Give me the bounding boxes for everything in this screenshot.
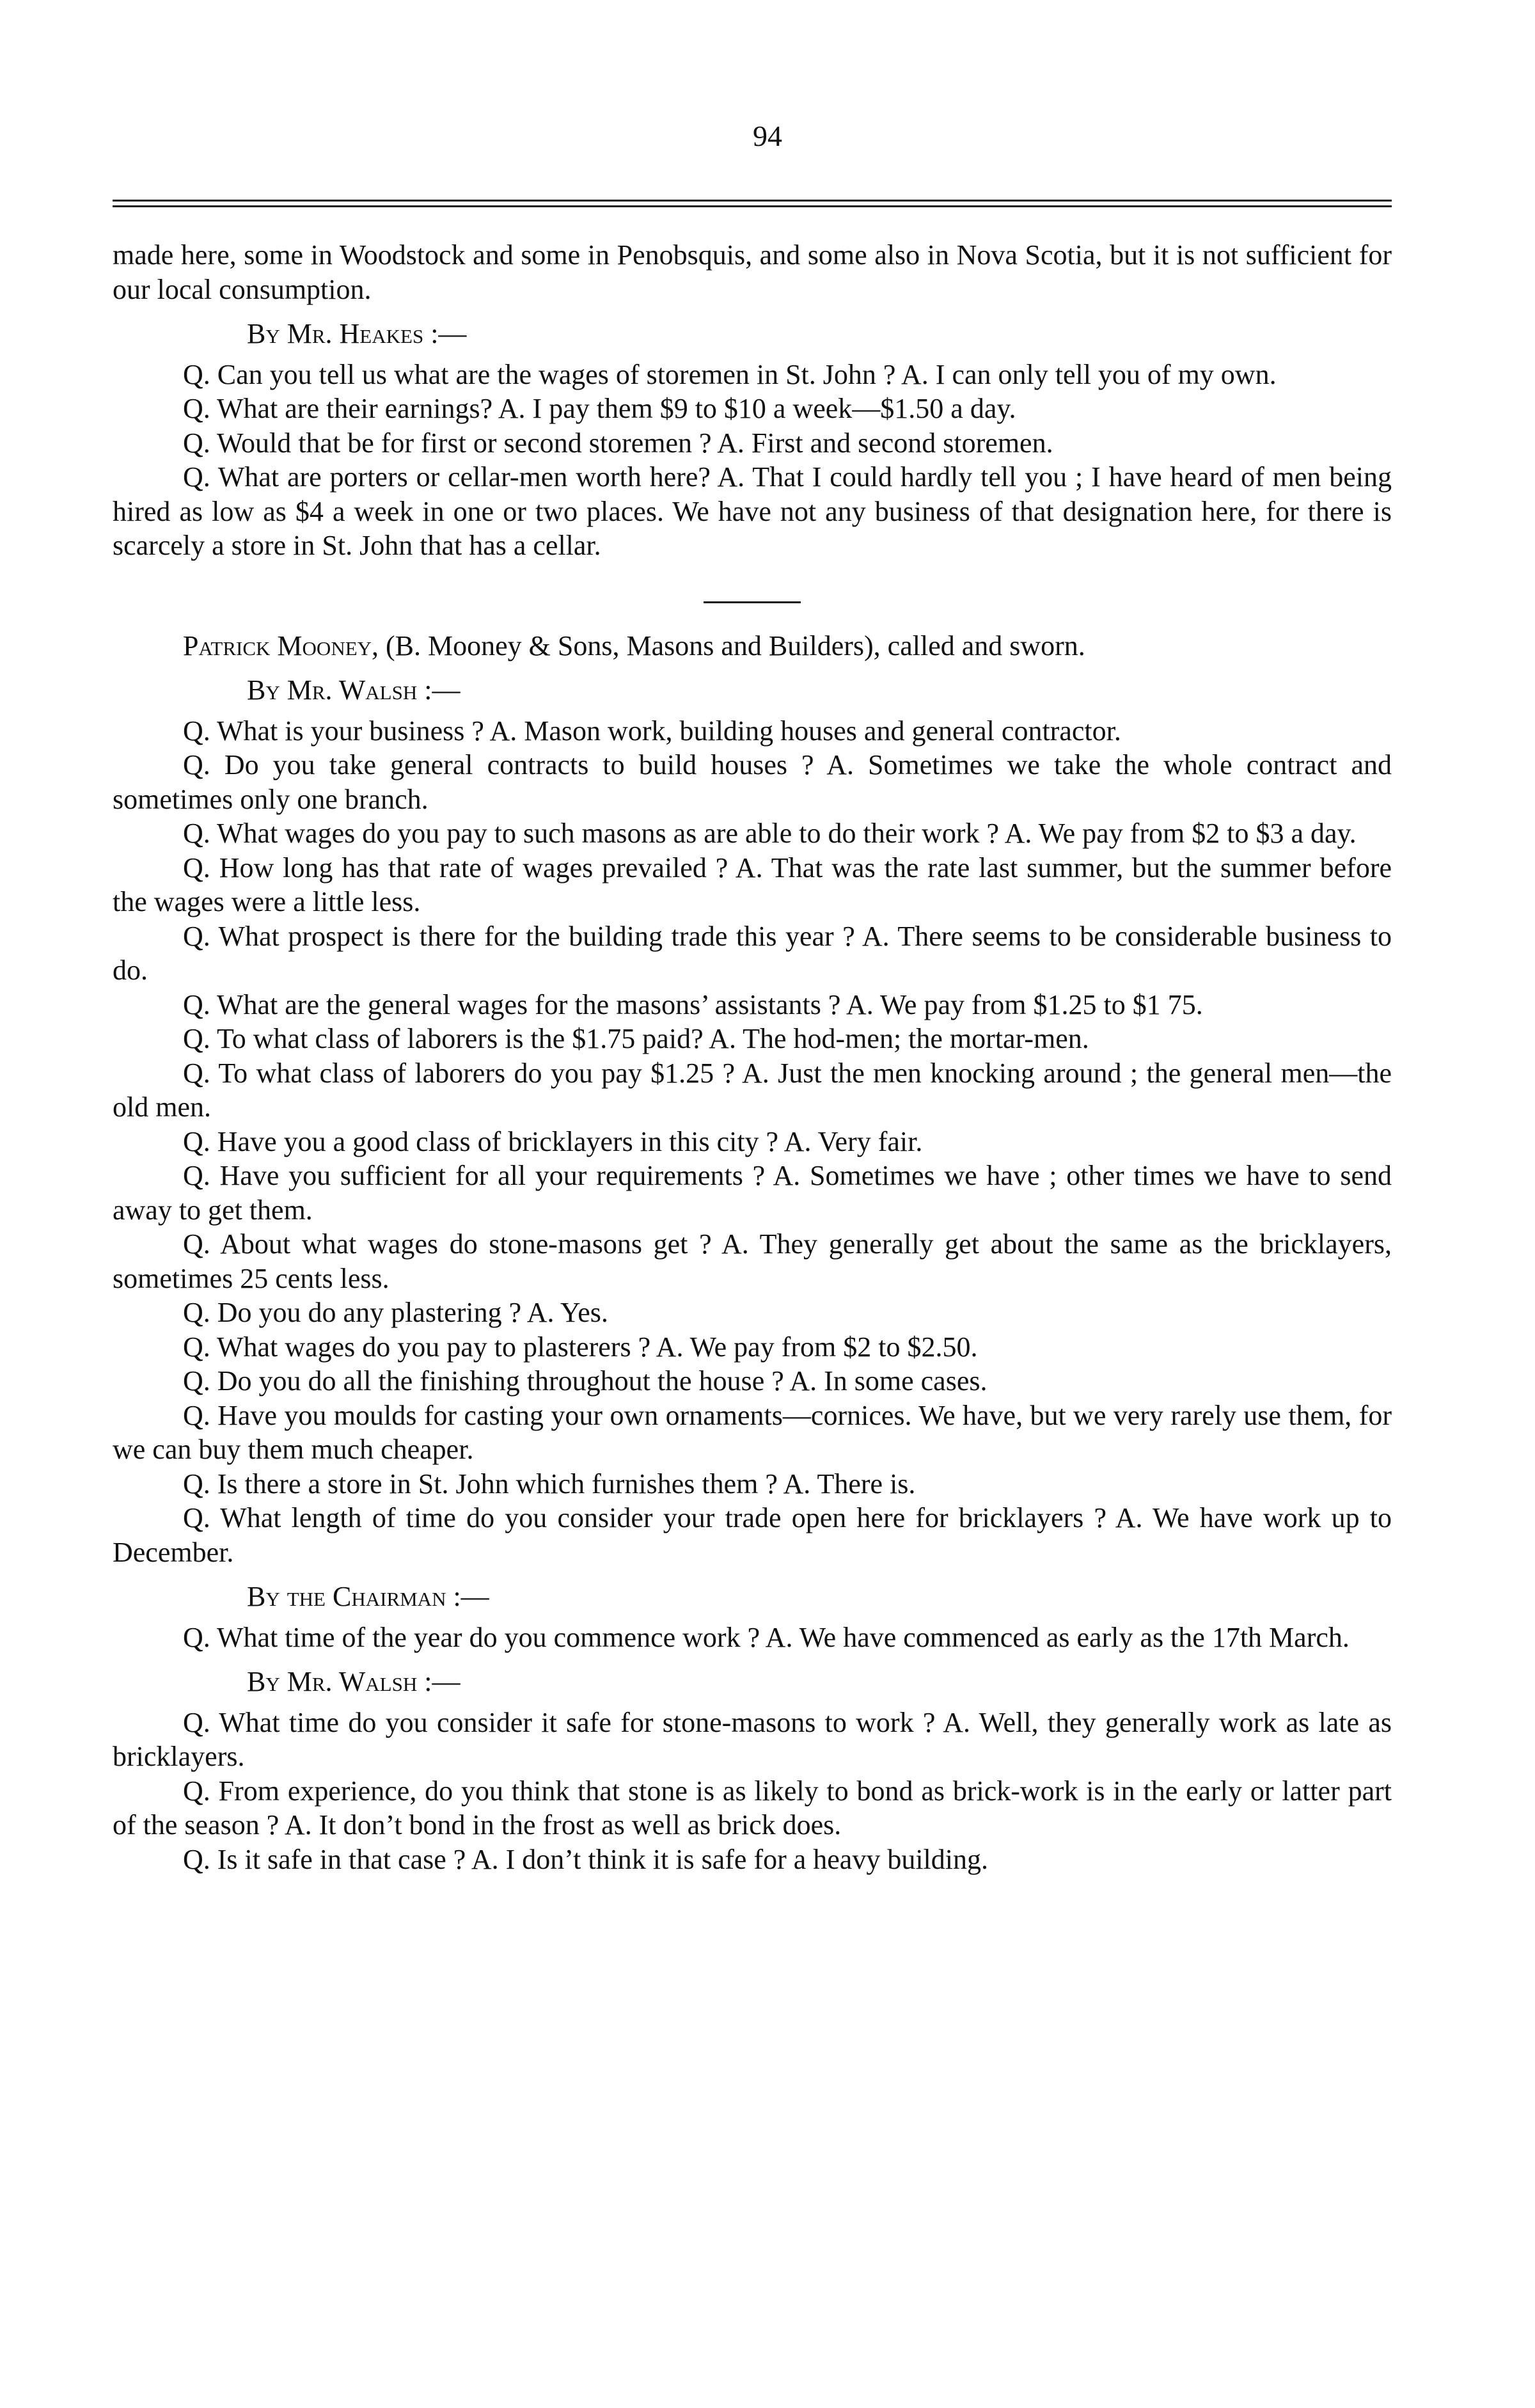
qa-paragraph: Q. What time of the year do you commence work ? A. We have commenced as early as the 17th March. [183,1621,1350,1653]
qa-paragraph: Q. What time do you consider it safe for stone-masons to work ? A. Well, they generally work as late as bricklayers. [113,1706,1392,1772]
qa-paragraph: Q. From experience, do you think that stone is as likely to bond as brick-work is in the early or latter part of the season ? A. It don’t bond in the frost as well as brick does. [113,1775,1392,1841]
qa-paragraph: Q. Do you do all the finishing throughout the house ? A. In some cases. [183,1365,988,1397]
qa-paragraph: Q. What are porters or cellar-men worth here? A. That I could hardly tell you ; I have heard of men being hired as low as $4 a week in one or two places. We have not any business of that designation here, for there is scarcely a store in St. John that has a cellar. [113,461,1392,561]
continuation-paragraph: made here, some in Woodstock and some in Penobsquis, and some also in Nova Scotia, but it is not sufficient for our local consumption. [113,239,1392,305]
qa-paragraph: Q. Can you tell us what are the wages of storemen in St. John ? A. I can only tell you of my own. [183,358,1277,390]
page-number: 94 [753,120,782,152]
document-body [113,238,1392,1876]
qa-paragraph: Q. Do you do any plastering ? A. Yes. [183,1297,608,1328]
qa-paragraph: Q. How long has that rate of wages prevailed ? A. That was the rate last summer, but the summer before the wages were a little less. [113,852,1392,917]
section-divider [704,601,801,603]
witness-name: Patrick Mooney, [183,630,379,661]
speaker-heading-walsh: By Mr. Walsh :— [247,1666,460,1697]
qa-paragraph: Q. What is your business ? A. Mason work, building houses and general contractor. [183,715,1121,747]
header-double-rule [113,200,1392,207]
qa-paragraph: Q. What are the general wages for the masons’ assistants ? A. We pay from $1.25 to $1 75. [183,988,1203,1020]
qa-paragraph: Q. Have you moulds for casting your own ornaments—cornices. We have, but we very rarely use them, for we can buy them much cheaper. [113,1399,1392,1465]
qa-paragraph: Q. To what class of laborers do you pay $1.25 ? A. Just the men knocking around ; the general men—the old men. [113,1057,1392,1123]
qa-paragraph: Q. What length of time do you consider your trade open here for bricklayers ? A. We have work up to December. [113,1502,1392,1568]
speaker-heading-heakes: By Mr. Heakes :— [247,318,467,349]
speaker-heading-walsh: By Mr. Walsh :— [247,674,460,706]
qa-paragraph: Q. Is it safe in that case ? A. I don’t think it is safe for a heavy building. [183,1843,989,1875]
qa-paragraph: Q. What wages do you pay to such masons as are able to do their work ? A. We pay from $2 to $3 a day. [183,818,1357,849]
qa-paragraph: Q. Is there a store in St. John which furnishes them ? A. There is. [183,1468,916,1500]
qa-paragraph: Q. Have you sufficient for all your requirements ? A. Sometimes we have ; other times we have to send away to get them. [113,1160,1392,1226]
witness-heading [113,629,1392,663]
qa-paragraph: Q. What are their earnings? A. I pay them $9 to $10 a week—$1.50 a day. [183,393,1016,424]
qa-paragraph: Q. Do you take general contracts to build houses ? A. Sometimes we take the whole contract and sometimes only one branch. [113,749,1392,815]
qa-paragraph: Q. About what wages do stone-masons get ? A. They generally get about the same as the bricklayers, sometimes 25 cents less. [113,1228,1392,1294]
witness-details: (B. Mooney & Sons, Masons and Builders), called and sworn. [386,630,1085,661]
qa-paragraph: Q. To what class of laborers is the $1.75 paid? A. The hod-men; the mortar-men. [183,1023,1089,1054]
qa-paragraph: Q. What prospect is there for the building trade this year ? A. There seems to be considerable business to do. [113,920,1392,986]
qa-paragraph: Q. Have you a good class of bricklayers in this city ? A. Very fair. [183,1125,923,1157]
qa-paragraph: Q. What wages do you pay to plasterers ? A. We pay from $2 to $2.50. [183,1331,978,1363]
speaker-heading-chairman: By the Chairman :— [247,1581,489,1612]
qa-paragraph: Q. Would that be for first or second storemen ? A. First and second storemen. [183,427,1053,459]
